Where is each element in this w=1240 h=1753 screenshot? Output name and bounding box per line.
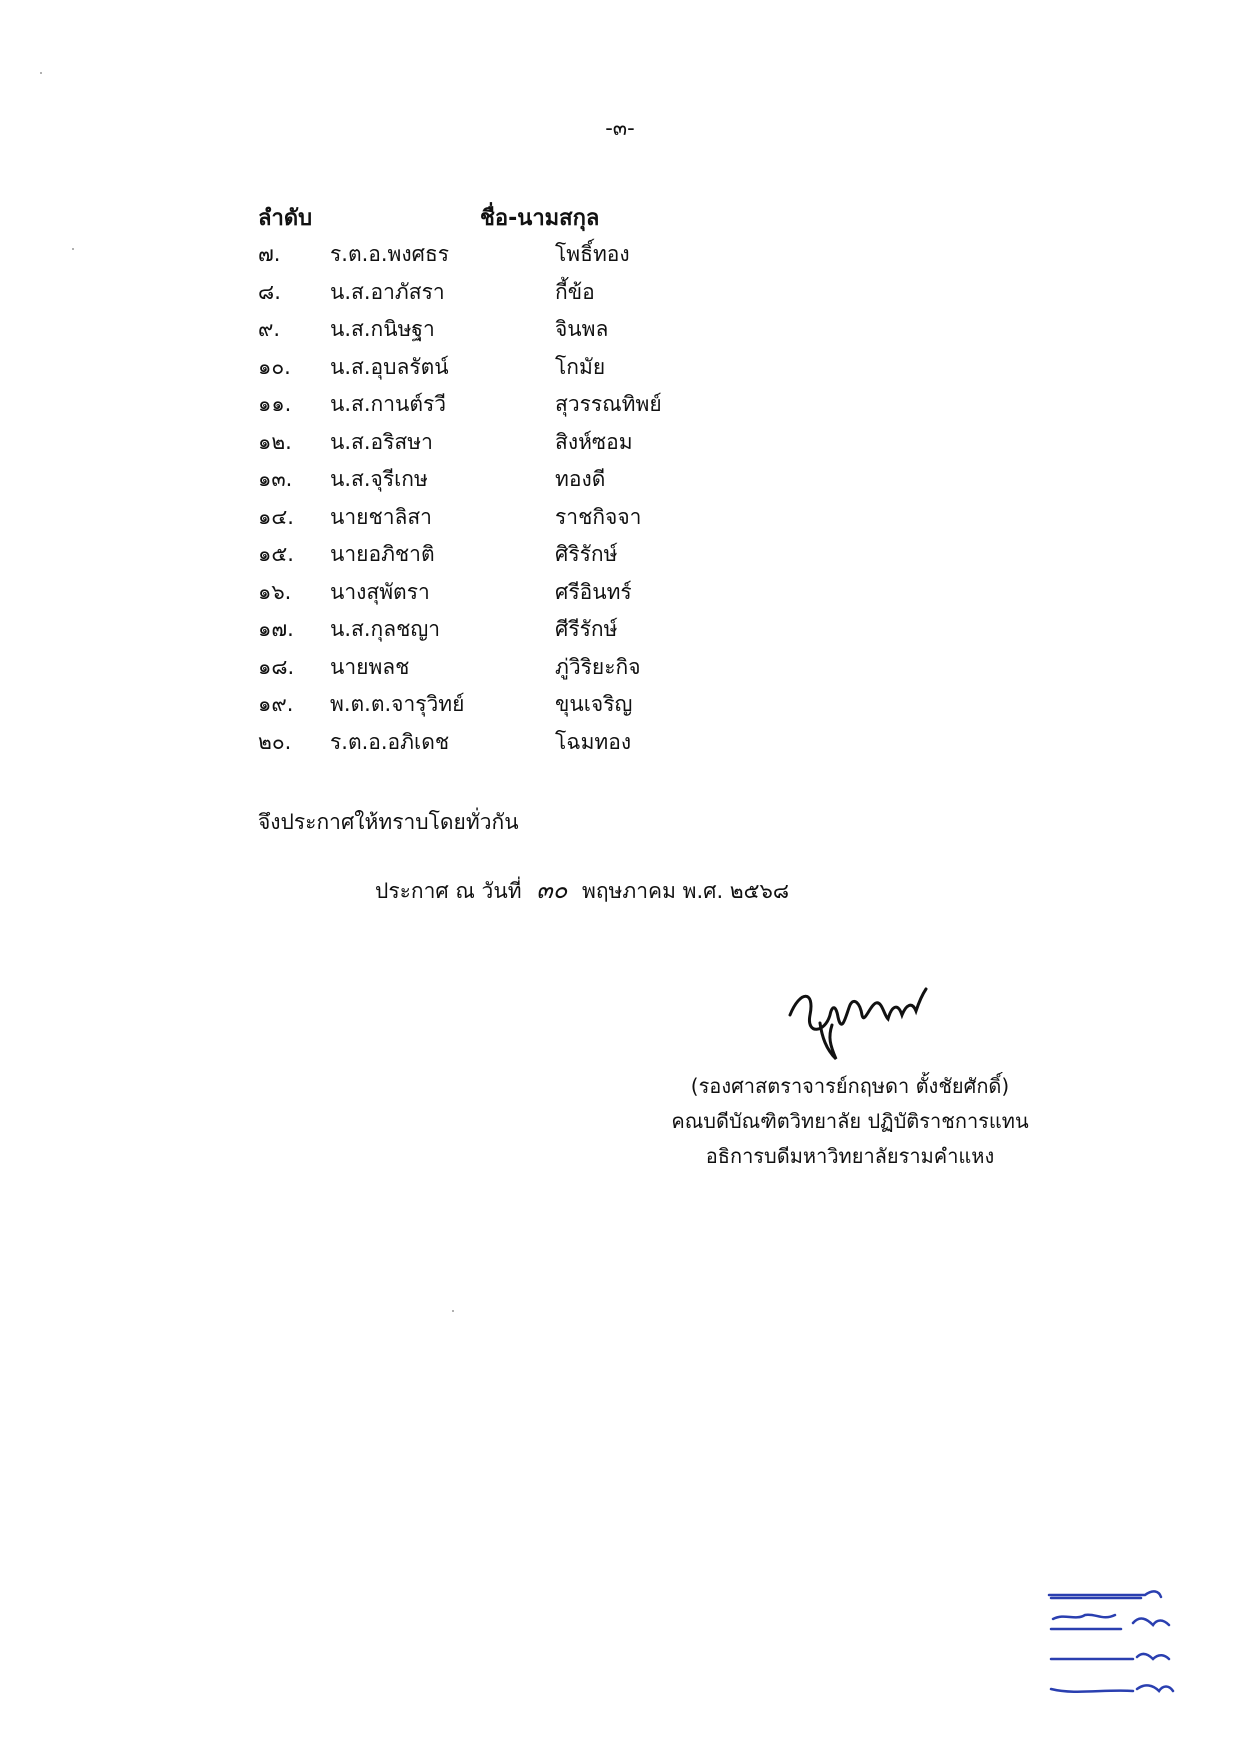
row-given-name: น.ส.อริสษา [330,429,433,454]
initials-stamp [1045,1585,1180,1705]
list-row [0,463,1240,501]
row-given-name: น.ส.อุบลรัตน์ [330,354,449,379]
list-row [0,238,1240,276]
row-surname: ราชกิจจา [555,504,642,529]
row-surname: โกมัย [555,354,606,379]
row-number: ๑๔. [258,504,294,529]
row-given-name: นายอภิชาติ [330,542,435,566]
row-number: ๑๖. [258,579,292,604]
row-surname: โฉมทอง [555,729,632,754]
row-given-name: นายพลช [330,654,410,679]
scan-speck [452,1310,454,1312]
row-surname: จินพล [555,317,609,341]
row-number: ๘. [258,279,281,304]
signatory-title-2: อธิการบดีมหาวิทยาลัยรามคำแหง [705,1144,995,1168]
row-number: ๑๐. [258,354,291,379]
row-surname: กี้ข้อ [555,279,595,304]
row-given-name: น.ส.กุลชญา [330,617,441,641]
row-surname: ศีรีรักษ์ [555,617,618,641]
list-row [0,426,1240,464]
row-given-name: น.ส.กานต์รวี [330,392,447,416]
row-given-name: นางสุพัตรา [330,579,430,604]
list-row [0,613,1240,651]
row-number: ๙. [258,317,281,341]
list-row [0,688,1240,726]
list-row [0,576,1240,614]
announcement-date [375,870,789,909]
row-surname: ขุนเจริญ [555,692,633,716]
row-surname: ภู่วิริยะกิจ [555,654,641,679]
row-number: ๑๑. [258,392,292,416]
signatory-title-1: คณบดีบัณฑิตวิทยาลัย ปฏิบัติราชการแทน [671,1109,1029,1133]
row-number: ๑๙. [258,692,294,716]
row-given-name: ร.ต.อ.พงศธร [330,242,450,266]
row-given-name: น.ส.จุรีเกษ [330,467,428,491]
closing-statement: จึงประกาศให้ทราบโดยทั่วกัน [258,810,519,834]
row-given-name: พ.ต.ต.จารุวิทย์ [330,692,465,716]
row-given-name: น.ส.กนิษฐา [330,317,435,341]
row-number: ๑๕. [258,542,294,566]
page-number: -๓- [605,116,635,140]
list-row [0,651,1240,689]
date-prefix: ประกาศ ณ วันที่ [375,879,522,903]
date-rest: พฤษภาคม พ.ศ. ๒๕๖๘ [582,879,790,903]
list-row [0,276,1240,314]
row-number: ๗. [258,242,281,266]
handwritten-signature [780,975,960,1065]
header-order: ลำดับ [258,206,313,231]
row-surname: ทองดี [555,467,606,491]
row-number: ๑๗. [258,617,294,641]
row-number: ๒๐. [258,729,292,754]
row-given-name: น.ส.อาภัสรา [330,279,445,304]
signatory-name: (รองศาสตราจารย์กฤษดา ตั้งชัยศักดิ์) [690,1074,1010,1098]
row-surname: สิงห์ซอม [555,429,633,454]
scan-speck [40,72,42,74]
row-number: ๑๒. [258,429,292,454]
row-given-name: ร.ต.อ.อภิเดช [330,729,450,754]
row-surname: สุวรรณทิพย์ [555,392,662,416]
scan-speck [72,248,74,250]
list-row [0,501,1240,539]
list-row [0,726,1240,764]
row-number: ๑๓. [258,467,293,491]
list-row [0,388,1240,426]
list-row [0,538,1240,576]
row-given-name: นายชาลิสา [330,504,432,529]
row-surname: ศิริรักษ์ [555,542,618,566]
row-surname: โพธิ์ทอง [555,242,630,266]
row-number: ๑๘. [258,654,295,679]
list-row [0,313,1240,351]
row-surname: ศรีอินทร์ [555,579,632,604]
header-name: ชื่อ-นามสกุล [480,206,600,231]
list-row [0,351,1240,389]
date-day: ๓๐ [536,876,568,904]
